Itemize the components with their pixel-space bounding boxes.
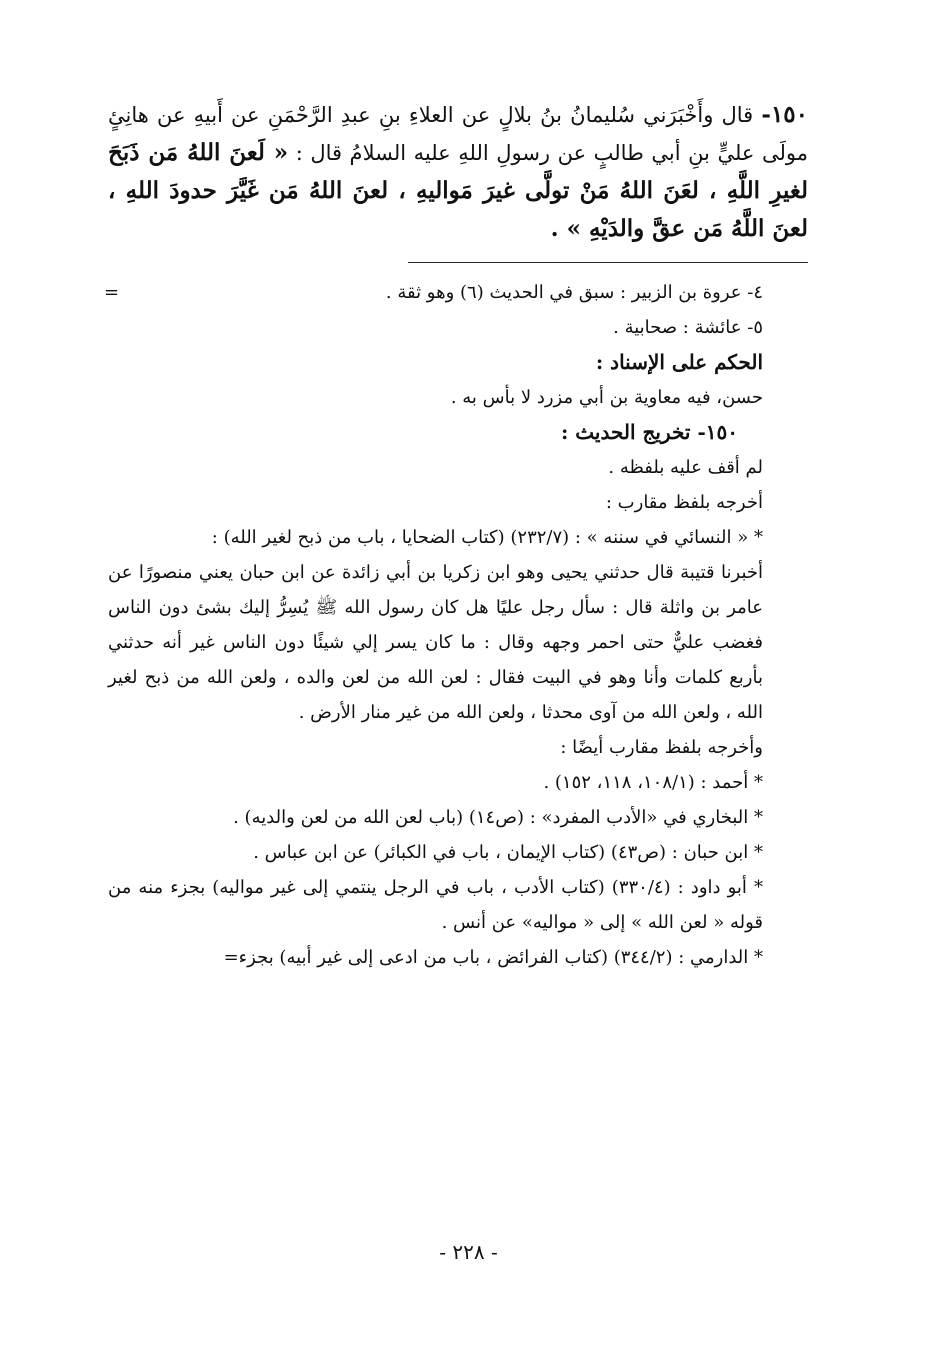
takhrij-line-2: أخرجه بلفظ مقارب : bbox=[605, 492, 763, 513]
note-narrator-4 bbox=[104, 275, 808, 310]
main-hadith-block bbox=[108, 96, 808, 248]
hukm-text: حسن، فيه معاوية بن أبي مزرد لا بأس به . bbox=[450, 387, 763, 408]
note-narrator-5: ٥- عائشة : صحابية . bbox=[613, 317, 763, 338]
ref-bukhari: * البخاري في «الأدب المفرد» : (ص١٤) (باب لعن الله من لعن والديه) . bbox=[233, 807, 763, 828]
footnote-divider bbox=[408, 262, 808, 263]
continuation-mark: = bbox=[104, 282, 120, 303]
hadith-number: ١٥٠- bbox=[761, 101, 808, 128]
ref-abu-dawud: * أبو داود : (٣٣٠/٤) (كتاب الأدب ، باب في الرجل ينتمي إلى غير مواليه) بجزء منه من قوله « لعن الله » إلى « مواليه» عن أنس . bbox=[108, 877, 763, 933]
ref-ibn-hibban: * ابن حبان : (ص٤٣) (كتاب الإيمان ، باب في الكبائر) عن ابن عباس . bbox=[253, 842, 763, 863]
nasai-text: أخبرنا قتيبة قال حدثني يحيى وهو ابن زكريا بن أبي زائدة عن ابن حبان يعني منصورًا عن عامر بن واثلة قال : سأل رجل عليًا هل كان رسول الله ﷺ يُسِرُّ إليك بشئ دون الناس فغضب عليٌّ حتى احمر وجهه وقال : ما كان يسر إلي شيئًا دون الناس غير أنه حدثني بأربع كلمات وأنا وهو في البيت فقال : لعن الله من لعن والده ، ولعن الله من ذبح لغير الله ، ولعن الله من آوى محدثا ، ولعن الله من غير منار الأرض . bbox=[108, 562, 763, 723]
nasai-reference: * « النسائي في سننه » : (٢٣٢/٧) (كتاب الضحايا ، باب من ذبح لغير الله) : bbox=[211, 527, 763, 548]
page-number: - ٢٢٨ - bbox=[439, 1240, 498, 1264]
also-heading: وأخرجه بلفظ مقارب أيضًا : bbox=[560, 737, 763, 758]
note-narrator-4-text: ٤- عروة بن الزبير : سبق في الحديث (٦) وهو ثقة . bbox=[385, 282, 763, 303]
ref-darimi: * الدارمي : (٣٤٤/٢) (كتاب الفرائض ، باب من ادعى إلى غير أبيه) بجزء= bbox=[223, 947, 763, 968]
footnotes-block bbox=[104, 275, 808, 975]
heading-hukm: الحكم على الإسناد : bbox=[595, 350, 763, 374]
hadith-isnad: قال وأَخْبَرَني سُليمانُ بنُ بلالٍ عن العلاءِ بنِ عبدِ الرَّحْمَنِ عن أَبيهِ عن هانِئٍ مولَى عليٍّ بنِ أبي طالبٍ عن رسولِ اللهِ عليه السلامُ قال : bbox=[108, 103, 808, 165]
ref-ahmad: * أحمد : (١٠٨/١، ١١٨، ١٥٢) . bbox=[543, 772, 763, 793]
takhrij-line-1: لم أقف عليه بلفظه . bbox=[608, 457, 763, 478]
heading-takhrij: ١٥٠- تخريج الحديث : bbox=[560, 420, 738, 444]
page-body bbox=[104, 96, 808, 975]
hadith-matn: « لَعنَ اللهُ مَن ذَبَحَ لغيرِ اللَّهِ ، لعَنَ اللهُ مَنْ تولَّى غيرَ مَواليهِ ، لعنَ اللهُ مَن غَيَّرَ حدودَ اللهِ ، لعنَ اللَّهُ مَن عقَّ والدَيْهِ » . bbox=[108, 139, 808, 242]
